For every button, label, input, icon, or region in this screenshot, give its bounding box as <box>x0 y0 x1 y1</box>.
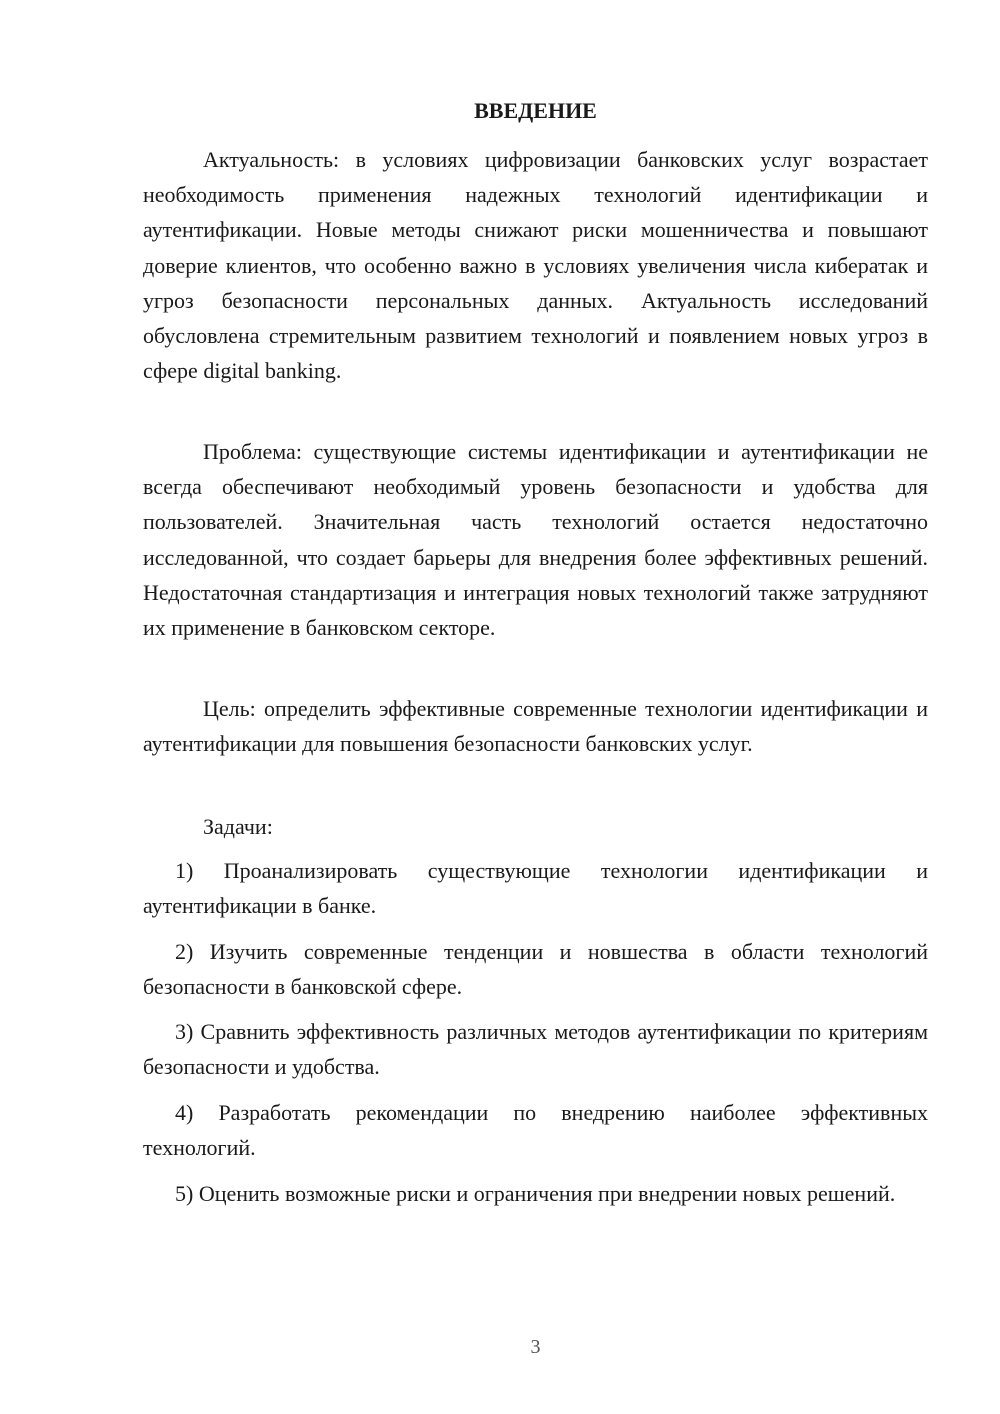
task-item-3: 3) Сравнить эффективность различных методов аутентификации по критериям безопасности и удобства. <box>143 1019 928 1080</box>
paragraph-relevance: Актуальность: в условиях цифровизации банковских услуг возрастает необходимость применения надежных технологий идентификации и аутентификации. Новые методы снижают риски мошенничества и повышают доверие клиентов, что особенно важно в условиях увеличения числа кибератак и угроз безопасности персональных данных. Актуальность исследований обусловлена стремительным развитием технологий и появлением новых угроз в сфере digital banking. <box>143 147 928 384</box>
document-page <box>143 0 928 1414</box>
page-number: 3 <box>530 1336 541 1358</box>
tasks-heading: Задачи: <box>203 814 273 839</box>
paragraph-problem: Проблема: существующие системы идентификации и аутентификации не всегда обеспечивают необходимый уровень безопасности и удобства для пользователей. Значительная часть технологий остается недостаточно исследованной, что создает барьеры для внедрения более эффективных решений. Недостаточная стандартизация и интеграция новых технологий также затрудняют их применение в банковском секторе. <box>143 439 928 641</box>
section-title: ВВЕДЕНИЕ <box>474 98 597 123</box>
paragraph-goal: Цель: определить эффективные современные технологии идентификации и аутентификации для повышения безопасности банковских услуг. <box>143 696 928 757</box>
task-item-4: 4) Разработать рекомендации по внедрению наиболее эффективных технологий. <box>143 1100 928 1161</box>
task-item-5: 5) Оценить возможные риски и ограничения при внедрении новых решений. <box>175 1181 896 1206</box>
task-item-2: 2) Изучить современные тенденции и новшества в области технологий безопасности в банковской сфере. <box>143 939 928 1000</box>
task-item-1: 1) Проанализировать существующие технологии идентификации и аутентификации в банке. <box>143 858 928 919</box>
